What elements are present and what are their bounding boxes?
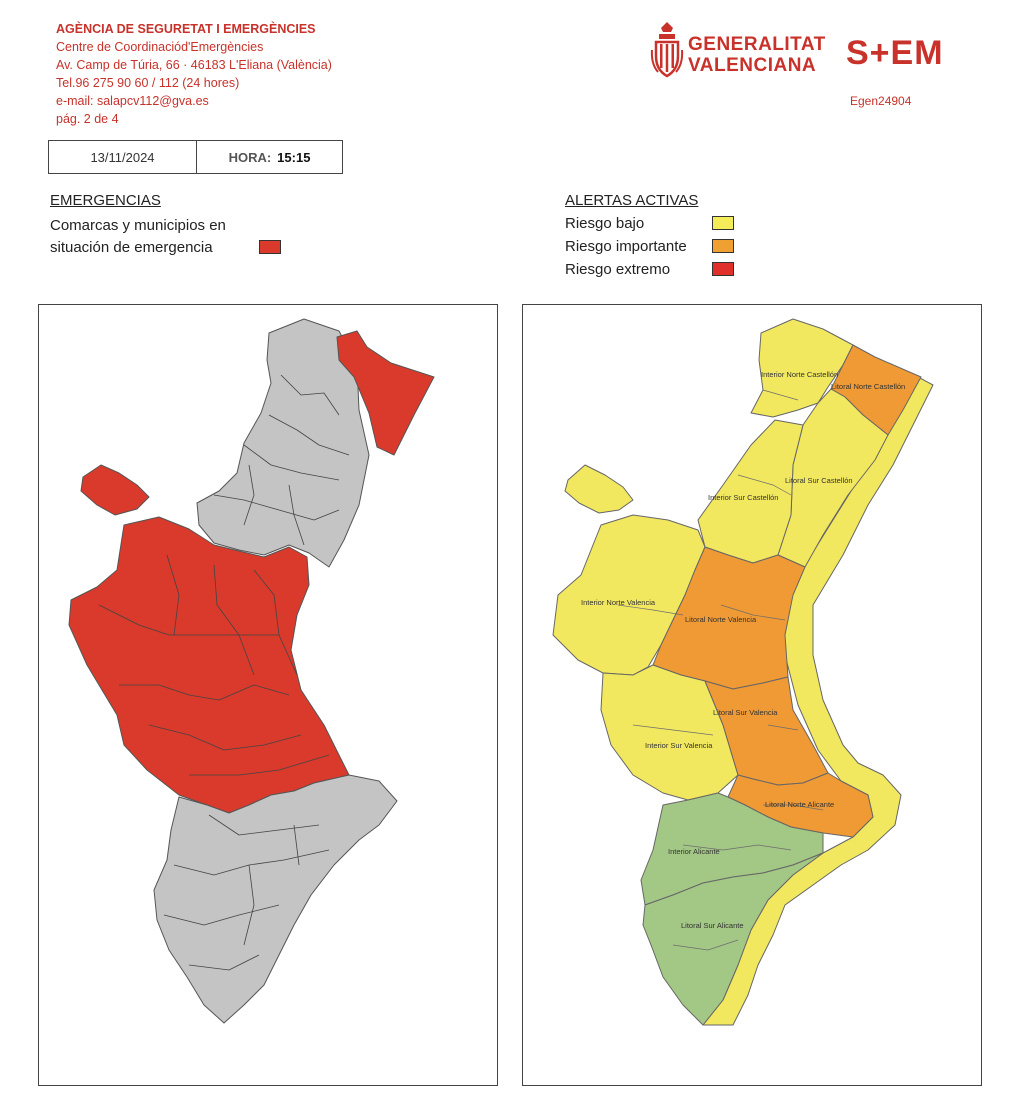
emergencias-desc-line2: situación de emergencia	[50, 239, 213, 256]
agency-phone: Tel.96 275 90 60 / 112 (24 hores)	[56, 76, 240, 90]
label-interior-norte-castellon: Interior Norte Castellón	[761, 370, 839, 379]
emergencia-swatch	[259, 240, 281, 254]
label-interior-alicante: Interior Alicante	[668, 847, 720, 856]
label-litoral-norte-valencia: Litoral Norte Valencia	[685, 615, 757, 624]
sem-logo: S+EM	[846, 34, 944, 72]
label-interior-sur-valencia: Interior Sur Valencia	[645, 741, 713, 750]
legend-riesgo-importante: Riesgo importante	[565, 238, 687, 255]
riesgo-importante-swatch	[712, 239, 734, 253]
label-litoral-sur-valencia: Litoral Sur Valencia	[713, 708, 778, 717]
label-litoral-sur-castellon: Litoral Sur Castellón	[785, 476, 853, 485]
date-time-box	[48, 140, 343, 174]
label-litoral-norte-alicante: Litoral Norte Alicante	[765, 800, 835, 809]
label-litoral-norte-castellon: Litoral Norte Castellón	[831, 382, 906, 391]
hora-value: 15:15	[277, 149, 311, 165]
agency-centre: Centre de Coordinaciód'Emergències	[56, 40, 264, 54]
label-litoral-sur-alicante: Litoral Sur Alicante	[681, 921, 744, 930]
agency-email: e-mail: salapcv112@gva.es	[56, 94, 209, 108]
label-interior-sur-castellon: Interior Sur Castellón	[708, 493, 779, 502]
map-region-enclave	[81, 465, 149, 515]
map-region-valencia-emergency	[69, 517, 349, 813]
document-code: Egen24904	[850, 94, 912, 108]
hora-label: HORA:	[228, 149, 272, 165]
riesgo-bajo-swatch	[712, 216, 734, 230]
report-date: 13/11/2024	[49, 141, 197, 173]
generalitat-wordmark: GENERALITAT VALENCIANA	[688, 34, 826, 76]
agency-header	[56, 20, 476, 128]
label-interior-norte-valencia: Interior Norte Valencia	[581, 598, 656, 607]
agency-name: AGÈNCIA DE SEGURETAT I EMERGÈNCIES	[56, 22, 316, 36]
region-enclave	[565, 465, 633, 513]
generalitat-emblem-icon	[650, 20, 684, 86]
legend-riesgo-extremo: Riesgo extremo	[565, 261, 671, 278]
report-time	[197, 141, 342, 173]
emergency-map	[38, 304, 498, 1086]
riesgo-extremo-swatch	[712, 262, 734, 276]
agency-address: Av. Camp de Túria, 66 · 46183 L'Eliana (València)	[56, 58, 332, 72]
alert-map	[522, 304, 982, 1086]
page-number: pág. 2 de 4	[56, 112, 119, 126]
legend-riesgo-bajo: Riesgo bajo	[565, 215, 645, 232]
emergencias-title: EMERGENCIAS	[50, 192, 161, 209]
alertas-title: ALERTAS ACTIVAS	[565, 192, 699, 209]
emergencias-desc-line1: Comarcas y municipios en	[50, 217, 226, 234]
map-region-alicante	[154, 775, 397, 1023]
logos	[650, 20, 970, 120]
emergencias-description	[50, 215, 226, 259]
